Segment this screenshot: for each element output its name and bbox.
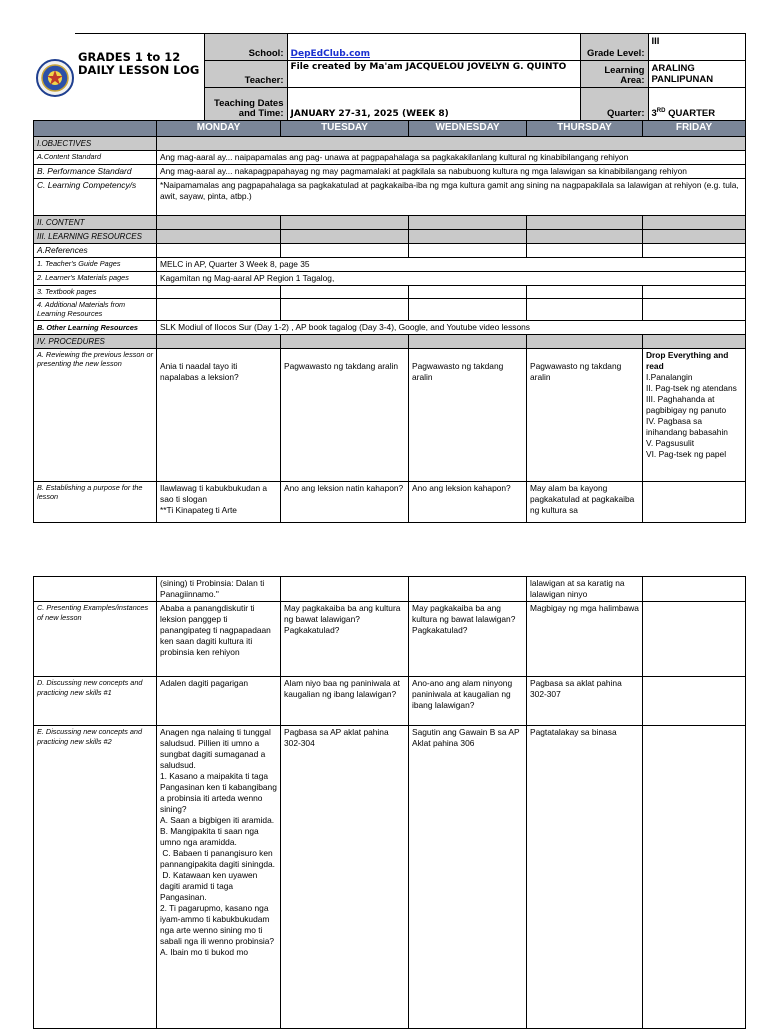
- procedure-b-row: [34, 481, 746, 522]
- learners-materials-row: [34, 272, 746, 286]
- day-tuesday: TUESDAY: [281, 121, 409, 137]
- additional-materials-label: 4. Additional Materials from Learning Resources: [34, 298, 157, 320]
- procedure-e-thursday: Pagtatalakay sa binasa: [527, 726, 643, 1029]
- content-heading: II. CONTENT: [34, 216, 157, 230]
- teacher-label: Teacher:: [204, 61, 287, 88]
- procedures-heading: IV. PROCEDURES: [34, 334, 157, 348]
- performance-standard-label: B. Performance Standard: [34, 165, 157, 179]
- procedure-a-label: A. Reviewing the previous lesson or presenting the new lesson: [34, 348, 157, 481]
- procedure-b-tuesday: Ano ang leksion natin kahapon?: [281, 481, 409, 522]
- header-table: [33, 33, 746, 121]
- deped-seal-logo: [33, 34, 75, 121]
- other-resources-row: [34, 320, 746, 334]
- quarter-ordinal: RD: [656, 107, 666, 114]
- procedure-a-tuesday: Pagwawasto ng takdang aralin: [281, 348, 409, 481]
- grade-value: III: [648, 34, 745, 61]
- teachers-guide-row: [34, 258, 746, 272]
- procedure-a-row: [34, 348, 746, 481]
- area-label: Learning Area:: [580, 61, 648, 88]
- procedure-b-cont-row: [34, 577, 746, 602]
- learners-materials-label: 2. Learner's Materials pages: [34, 272, 157, 286]
- objectives-heading: I.OBJECTIVES: [34, 137, 157, 151]
- other-resources-label: B. Other Learning Resources: [34, 320, 157, 334]
- content-row: [34, 216, 746, 230]
- area-value: ARALING PANLIPUNAN: [648, 61, 745, 88]
- procedure-c-wednesday: May pagkakaiba ba ang kultura ng bawat lalawigan? Pagkakatulad?: [409, 602, 527, 677]
- competency-label: C. Learning Competency/s: [34, 179, 157, 216]
- school-label: School:: [204, 34, 287, 61]
- other-resources-value: SLK Modiul of Ilocos Sur (Day 1-2) , AP book tagalog (Day 3-4), Google, and Youtube video lessons: [157, 320, 746, 334]
- procedure-b-wednesday: Ano ang leksion kahapon?: [409, 481, 527, 522]
- procedure-a-friday-steps: I.Panalangin II. Pag-tsek ng atendans III. Paghahanda at pagbibigay ng panuto IV. Pagbasa sa inihandang babasahin V. Pagsusulit VI. Pag-tsek ng papel: [646, 371, 737, 459]
- procedure-d-row: [34, 677, 746, 726]
- day-header-blank: [34, 121, 157, 137]
- procedure-a-friday: [643, 348, 746, 481]
- learning-resources-row: [34, 230, 746, 244]
- day-monday: MONDAY: [157, 121, 281, 137]
- content-standard-row: [34, 151, 746, 165]
- textbook-label: 3. Textbook pages: [34, 286, 157, 299]
- teachers-guide-label: 1. Teacher's Guide Pages: [34, 258, 157, 272]
- learners-materials-value: Kagamitan ng Mag-aaral AP Region 1 Tagalog,: [157, 272, 746, 286]
- procedure-a-thursday: Pagwawasto ng takdang aralin: [527, 348, 643, 481]
- quarter-number: 3: [651, 108, 657, 119]
- quarter-suffix: QUARTER: [665, 108, 716, 119]
- procedure-d-tuesday: Alam niyo baa ng paniniwala at kaugalian ng ibang lalawigan?: [281, 677, 409, 726]
- day-wednesday: WEDNESDAY: [409, 121, 527, 137]
- procedure-c-label: C. Presenting Examples/instances of new lesson: [34, 602, 157, 677]
- performance-standard-text: Ang mag-aaral ay... nakapagpapahayag ng may pagmamalaki at pagkilala sa nabubuong kultura ng mga lalawigan sa kinabibilangang rehiyon: [157, 165, 746, 179]
- procedures-row: [34, 334, 746, 348]
- dates-value: JANUARY 27-31, 2025 (WEEK 8): [287, 88, 580, 121]
- school-value: [287, 34, 580, 61]
- quarter-label: Quarter:: [580, 88, 648, 121]
- procedure-e-label: E. Discussing new concepts and practicing new skills #2: [34, 726, 157, 1029]
- quarter-value: [648, 88, 745, 121]
- procedure-c-row: [34, 602, 746, 677]
- procedure-b-label: B. Establishing a purpose for the lesson: [34, 481, 157, 522]
- day-friday: FRIDAY: [643, 121, 746, 137]
- procedure-e-row: [34, 726, 746, 1029]
- competency-row: [34, 179, 746, 216]
- procedure-a-friday-title: Drop Everything and read: [646, 349, 731, 371]
- procedure-c-thursday: Magbigay ng mga halimbawa: [527, 602, 643, 677]
- lesson-log-title: [75, 34, 204, 121]
- procedure-e-tuesday: Pagbasa sa AP aklat pahina 302-304: [281, 726, 409, 1029]
- competency-text: *Naipamamalas ang pagpapahalaga sa pagkakatulad at pagkakaiba-iba ng mga kultura gamit ang sining na nagpapakilala sa lalawigan at rehiyon (e.g. tula, awit, sayaw, pinta, atbp.): [157, 179, 746, 216]
- day-thursday: THURSDAY: [527, 121, 643, 137]
- performance-standard-row: [34, 165, 746, 179]
- procedure-d-monday: Adalen dagiti pagarigan: [157, 677, 281, 726]
- content-standard-label: A.Content Standard: [34, 151, 157, 165]
- grade-label: Grade Level:: [580, 34, 648, 61]
- procedure-e-monday: Anagen nga nalaing ti tunggal saludsud. Pillien iti umno a sungbat dagiti sumaganad a saludsud. 1. Kasano a maipakita ti taga Pangasinan ken ti kabangibang a probinsia iti arteda wenno sining? A. Saan a bigbigen iti aramida. B. Mangipakita ti saan nga umno nga aramidda. C. Babaen ti panangisuro ken pannangipakita dagiti siningda. D. Katawaan ken uyawen dagiti aramid ti taga Pangasinan. 2. Ti pagarupmo, kasano nga iyam-ammo ti kabukbukudam nga arte wenno sining mo ti sabali nga ili wenno probinsia? A. Ibain mo ti bukod mo: [157, 726, 281, 1029]
- learning-resources-heading: III. LEARNING RESOURCES: [34, 230, 157, 244]
- procedure-a-wednesday: Pagwawasto ng takdang aralin: [409, 348, 527, 481]
- procedure-b-monday-cont: (sining) ti Probinsia: Dalan ti Panagiinnamo.": [157, 577, 281, 602]
- teachers-guide-value: MELC in AP, Quarter 3 Week 8, page 35: [157, 258, 746, 272]
- procedure-e-wednesday: Sagutin ang Gawain B sa AP Aklat pahina 306: [409, 726, 527, 1029]
- procedure-b-thursday-cont: lalawigan at sa karatig na lalawigan ninyo: [527, 577, 643, 602]
- procedure-c-monday: Ababa a panangdiskutir ti leksion panggep ti panangipateg ti nagpapadaan ken saan dagiti kultura iti probinsia ken rehiyon: [157, 602, 281, 677]
- teacher-value: File created by Ma'am JACQUELOU JOVELYN G. QUINTO: [287, 61, 580, 88]
- lesson-table: [33, 120, 746, 523]
- procedure-a-monday: Ania ti naadal tayo iti napalabas a leksion?: [157, 348, 281, 481]
- procedure-d-wednesday: Ano-ano ang alam ninyong paniniwala at kaugalian ng ibang lalawigan?: [409, 677, 527, 726]
- references-label: A.References: [34, 244, 157, 258]
- objectives-row: [34, 137, 746, 151]
- textbook-row: [34, 286, 746, 299]
- procedure-b-monday: Ilawlawag ti kabukbukudan a sao ti slogan **Ti Kinapateg ti Arte: [157, 481, 281, 522]
- references-row: [34, 244, 746, 258]
- title-line-2: DAILY LESSON LOG: [78, 63, 200, 77]
- procedure-d-label: D. Discussing new concepts and practicing new skills #1: [34, 677, 157, 726]
- day-header-row: [34, 121, 746, 137]
- procedure-c-tuesday: May pagkakaiba ba ang kultura ng bawat lalawigan? Pagkakatulad?: [281, 602, 409, 677]
- content-standard-text: Ang mag-aaral ay... naipapamalas ang pag- unawa at pagpapahalaga sa pagkakakilanlang kultural ng kinabibilangang rehiyon: [157, 151, 746, 165]
- school-link[interactable]: DepEdClub.com: [290, 49, 370, 59]
- procedure-b-thursday: May alam ba kayong pagkakatulad at pagkakaiba ng kultura sa: [527, 481, 643, 522]
- additional-materials-row: [34, 298, 746, 320]
- title-line-1: GRADES 1 to 12: [78, 50, 181, 64]
- lesson-table-continued: [33, 576, 746, 1029]
- procedure-d-thursday: Pagbasa sa aklat pahina 302-307: [527, 677, 643, 726]
- dates-label: Teaching Dates and Time:: [204, 88, 287, 121]
